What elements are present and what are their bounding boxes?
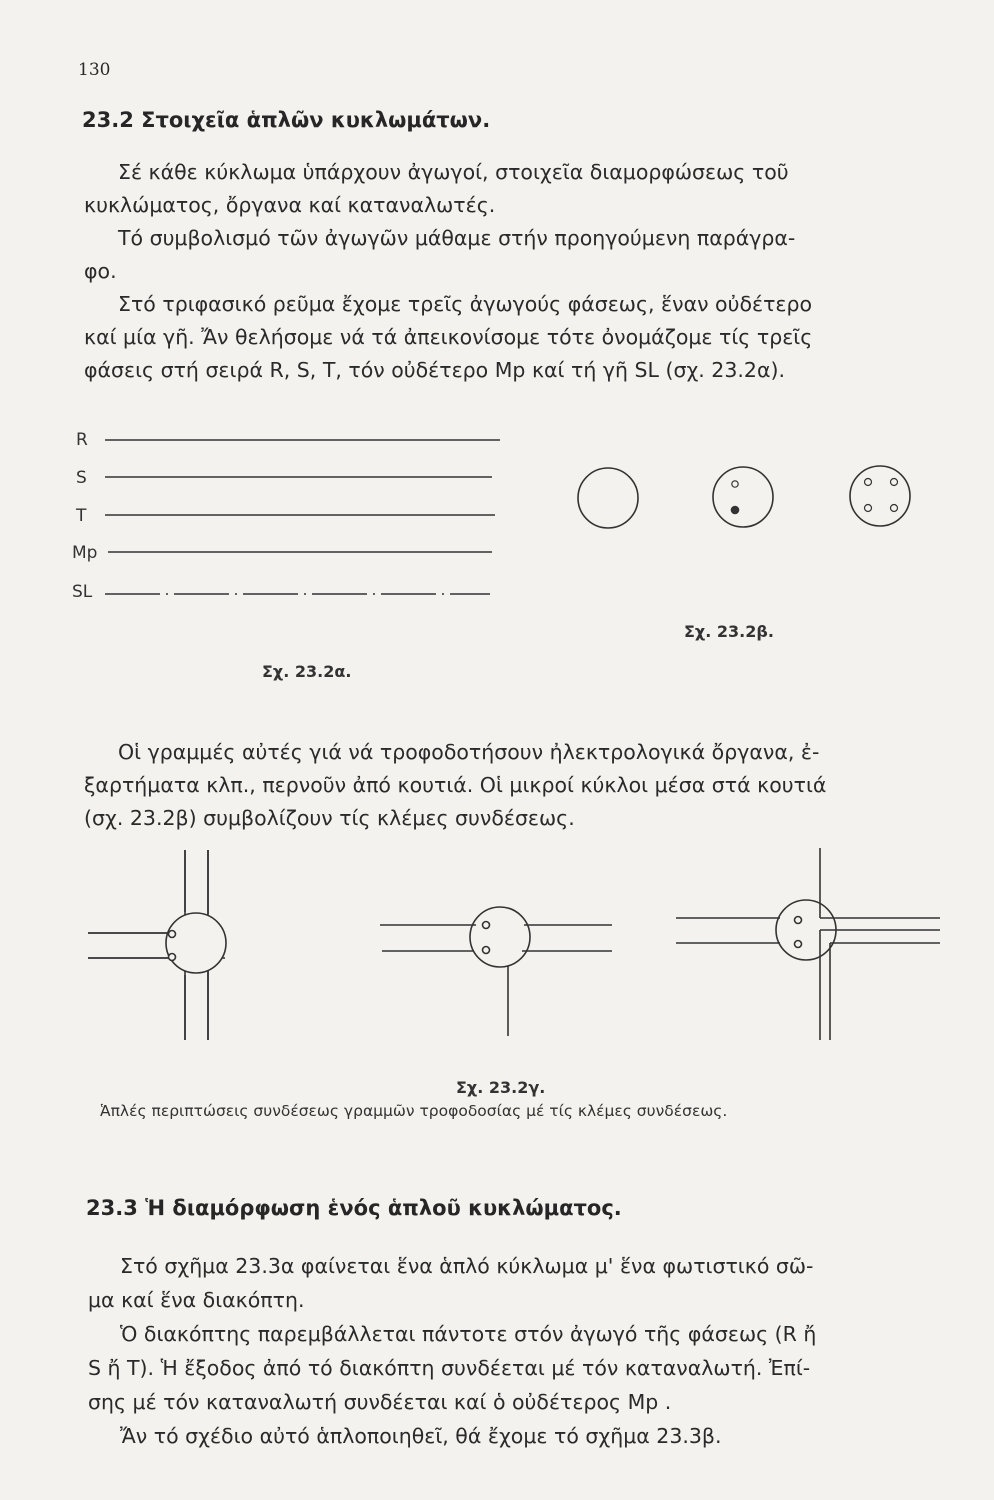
- figure-caption-23-2a: Σχ. 23.2α.: [262, 662, 352, 681]
- section-heading-23-3: 23.3 Ἡ διαμόρφωση ἑνός ἁπλοῦ κυκλώματος.: [86, 1196, 622, 1220]
- paragraph-line: Σέ κάθε κύκλωμα ὑπάρχουν ἀγωγοί, στοιχεῖα διαμορφώσεως τοῦ: [118, 160, 789, 184]
- page-number: 130: [78, 60, 111, 80]
- box-two-terminal-icon: [713, 467, 773, 527]
- terminal-icon: [732, 481, 738, 487]
- paragraph-line: Οἱ γραμμές αὐτές γιά νά τροφοδοτήσουν ἠλεκτρολογικά ὄργανα, ἐ-: [118, 740, 820, 764]
- terminal-icon: [732, 507, 739, 514]
- box-empty-icon: [578, 468, 638, 528]
- terminal-icon: [865, 479, 872, 486]
- paragraph-line: φάσεις στή σειρά R, S, T, τόν οὐδέτερο Mp καί τή γῆ SL (σχ. 23.2α).: [84, 358, 785, 382]
- terminal-icon: [865, 505, 872, 512]
- terminal-icon: [891, 479, 898, 486]
- paragraph-line: Ἄν τό σχέδιο αὐτό ἁπλοποιηθεῖ, θά ἔχομε τό σχῆμα 23.3β.: [120, 1424, 722, 1448]
- paragraph-line: Τό συμβολισμό τῶν ἀγωγῶν μάθαμε στήν προηγούμενη παράγρα-: [118, 226, 796, 250]
- line-label-s: S: [76, 468, 87, 488]
- junction-cross-icon: [88, 850, 226, 1040]
- paragraph-line: Στό τριφασικό ρεῦμα ἔχομε τρεῖς ἀγωγούς φάσεως, ἕναν οὐδέτερο: [118, 292, 813, 316]
- paragraph-line: ξαρτήματα κλπ., περνοῦν ἀπό κουτιά. Οἱ μικροί κύκλοι μέσα στά κουτιά: [84, 773, 827, 797]
- line-label-t: T: [76, 506, 87, 526]
- paragraph-line: καί μία γῆ. Ἄν θελήσομε νά τά ἀπεικονίσομε τότε ὀνομάζομε τίς τρεῖς: [84, 325, 813, 349]
- figure-caption-23-2b: Σχ. 23.2β.: [684, 622, 774, 641]
- junction-complex-icon: [676, 848, 940, 1040]
- junction-tee-icon: [380, 907, 612, 1036]
- paragraph-line: κυκλώματος, ὄργανα καί καταναλωτές.: [84, 193, 496, 217]
- paragraph-line: S ἤ T). Ἡ ἔξοδος ἀπό τό διακόπτη συνδέεται μέ τόν καταναλωτή. Ἐπί-: [88, 1356, 811, 1380]
- section-heading-23-2: 23.2 Στοιχεῖα ἁπλῶν κυκλωμάτων.: [82, 108, 491, 132]
- paragraph-line: (σχ. 23.2β) συμβολίζουν τίς κλέμες συνδέσεως.: [84, 806, 575, 830]
- line-label-sl: SL: [72, 582, 93, 602]
- terminal-icon: [891, 505, 898, 512]
- paragraph-line: Στό σχῆμα 23.3α φαίνεται ἕνα ἁπλό κύκλωμα μ' ἕνα φωτιστικό σῶ-: [120, 1254, 814, 1278]
- figure-caption-23-2c: Σχ. 23.2γ.: [456, 1078, 546, 1097]
- paragraph-line: σης μέ τόν καταναλωτή συνδέεται καί ὁ οὐδέτερος Mp .: [88, 1390, 672, 1414]
- line-label-r: R: [76, 430, 88, 450]
- line-label-mp: Mp: [72, 543, 98, 563]
- box-four-terminal-icon: [850, 466, 910, 526]
- paragraph-line: Ὁ διακόπτης παρεμβάλλεται πάντοτε στόν ἀγωγό τῆς φάσεως (R ἤ: [120, 1322, 817, 1346]
- figure-description-23-2c: Ἁπλές περιπτώσεις συνδέσεως γραμμῶν τροφοδοσίας μέ τίς κλέμες συνδέσεως.: [100, 1102, 728, 1120]
- paragraph-line: φο.: [84, 259, 117, 283]
- paragraph-line: μα καί ἕνα διακόπτη.: [88, 1288, 305, 1312]
